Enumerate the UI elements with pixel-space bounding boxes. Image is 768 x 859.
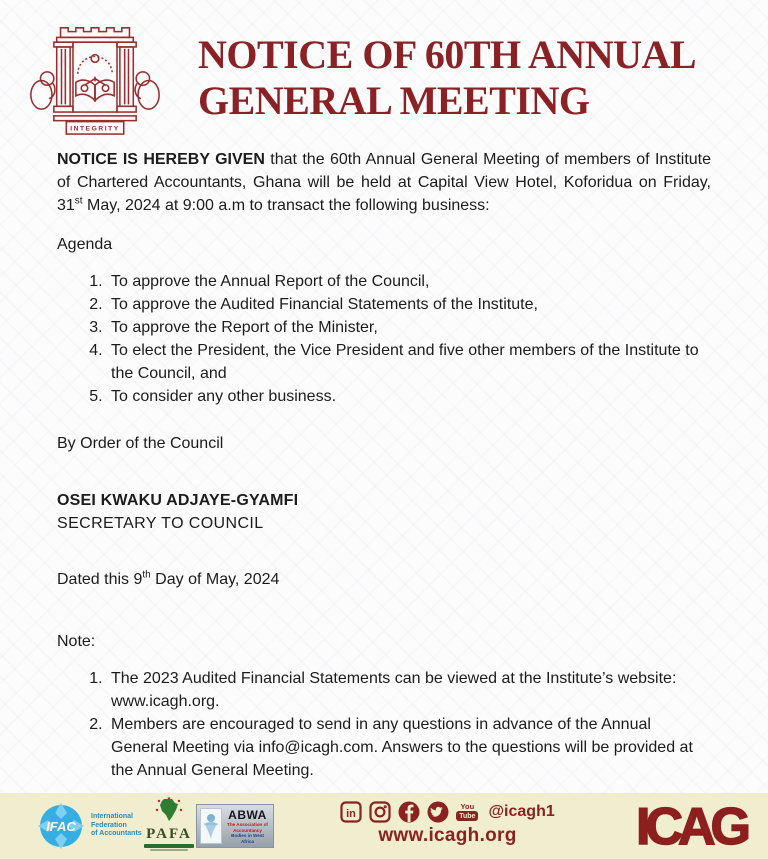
notice-text-end: May, 2024 at 9:00 a.m to transact the following business:: [82, 197, 490, 214]
linkedin-icon: [340, 801, 362, 823]
abwa-sub-line2: Bodies in West Africa: [231, 833, 264, 844]
ifac-label-line1: International: [91, 813, 134, 821]
ifac-label-line3: of Accountants: [91, 830, 142, 838]
instagram-icon: [369, 801, 391, 823]
note-item-2: 2. Members are encouraged to send in any questions in advance of the Annual General Meeting via info@icagh.com. Answers to the questions will be provided at the Annual General Meeting.: [107, 713, 711, 782]
pafa-tagline-bar: [144, 844, 194, 848]
secretary-name: OSEI KWAKU ADJAYE-GYAMFI: [57, 492, 299, 509]
notice-body: [57, 148, 711, 782]
ifac-emblem-icon: [38, 803, 84, 849]
pafa-logo: [142, 797, 196, 851]
abwa-logo: [196, 804, 274, 848]
ordinal-suffix-th: th: [142, 569, 151, 581]
notice-paragraph: [57, 148, 711, 217]
dated-line: [57, 568, 711, 591]
notice-bold-intro: NOTICE IS HEREBY GIVEN: [57, 151, 265, 168]
pafa-tagline-bar2: [150, 849, 188, 851]
abwa-wordmark: ABWA: [228, 808, 267, 822]
youtube-icon: [456, 803, 478, 821]
pafa-wordmark: PAFA: [146, 826, 192, 842]
dated-pre: Dated this 9: [57, 571, 143, 588]
social-handle: @icagh1: [488, 803, 555, 820]
agenda-item-5: 5. To consider any other business.: [107, 385, 711, 408]
ifac-label: [91, 813, 142, 839]
page-title-line1: NOTICE OF 60TH ANNUAL: [198, 32, 697, 77]
agenda-list: [57, 270, 711, 408]
ifac-logo: [38, 803, 142, 849]
social-block: [330, 801, 565, 847]
abwa-sub-line1: The Association of Accountancy: [227, 822, 268, 833]
note-heading: Note:: [57, 633, 96, 650]
website-url: www.icagh.org: [378, 825, 517, 846]
pafa-africa-icon: [154, 797, 184, 823]
icag-crest-logo: [28, 22, 162, 137]
abwa-emblem-icon: [200, 808, 222, 844]
facebook-icon: [398, 801, 420, 823]
footer-band: [0, 793, 768, 859]
dated-post: Day of May, 2024: [150, 571, 280, 588]
agenda-item-2: 2. To approve the Audited Financial Statements of the Institute,: [107, 293, 711, 316]
secretary-role: SECRETARY TO COUNCIL: [57, 515, 264, 532]
by-order-line: By Order of the Council: [57, 435, 224, 452]
page-title-line2: GENERAL MEETING: [198, 78, 590, 123]
twitter-icon: [427, 801, 449, 823]
youtube-you-label: You: [460, 802, 475, 811]
note-list: [57, 667, 711, 782]
svg-text:IFAC: IFAC: [46, 819, 76, 834]
page-title: [198, 32, 738, 124]
agenda-item-1: 1. To approve the Annual Report of the Council,: [107, 270, 711, 293]
agenda-item-3: 3. To approve the Report of the Minister,: [107, 316, 711, 339]
ordinal-suffix-st: st: [74, 195, 83, 207]
crest-motto-text: INTEGRITY: [70, 125, 120, 133]
agenda-item-4: 4. To elect the President, the Vice President and five other members of the Institute to the Council, and: [107, 339, 711, 385]
agenda-heading: Agenda: [57, 236, 113, 253]
note-item-1: 1. The 2023 Audited Financial Statements can be viewed at the Institute’s website: www.icagh.org.: [107, 667, 711, 713]
youtube-tube-label: Tube: [456, 811, 478, 821]
icag-wordmark: ICAG: [636, 798, 746, 856]
svg-text:in: in: [346, 808, 357, 820]
notice-text-mid: that the 60th Annual General Meeting of members of Institute of Chartered Accountants, Ghana will be held at Capital View Hotel, Koforidua on Friday, 31: [57, 151, 712, 214]
ifac-label-line2: Federation: [91, 821, 127, 829]
